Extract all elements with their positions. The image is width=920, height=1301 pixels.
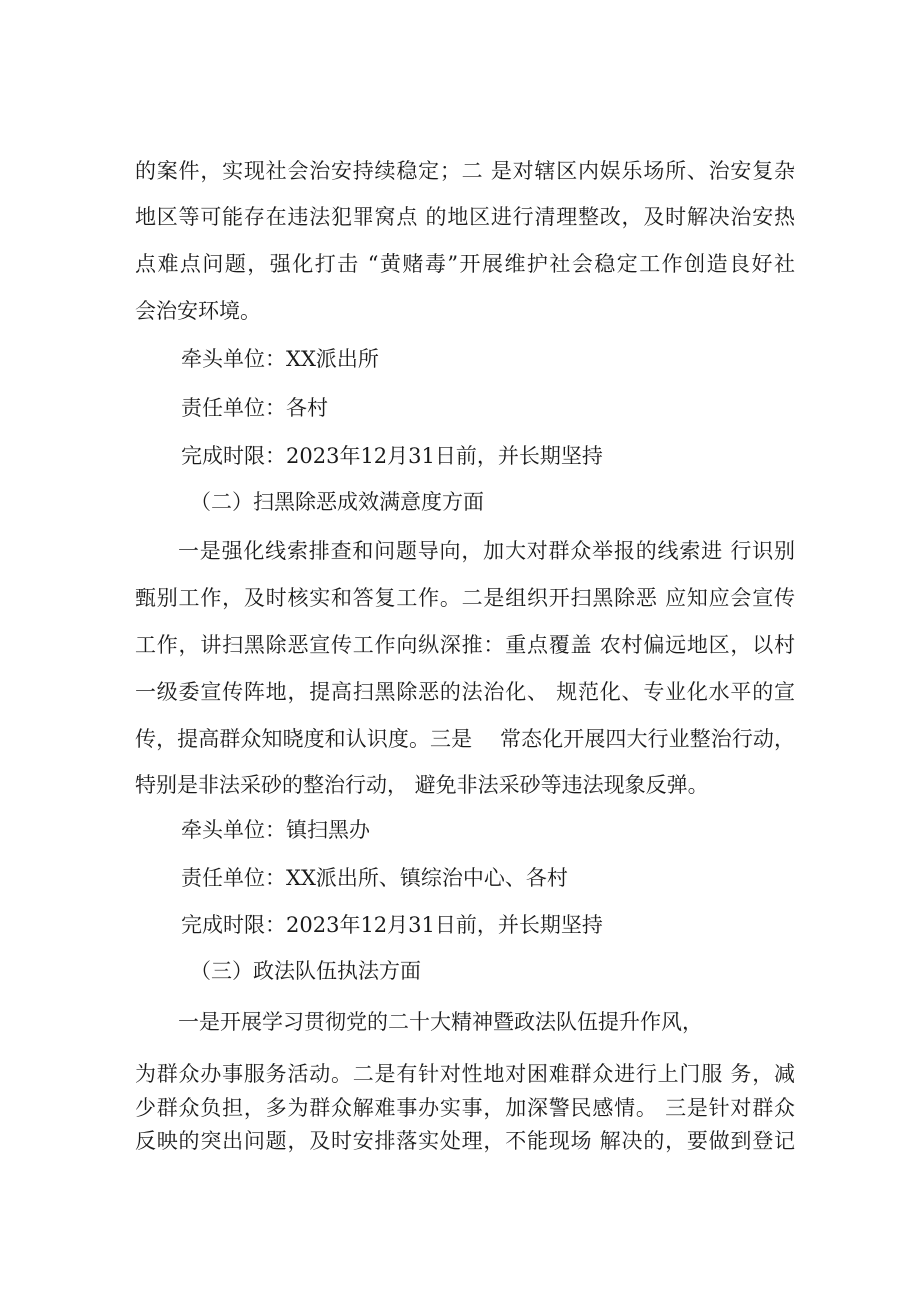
paragraph-line: 反映的突出问题，及时安排落实处理，不能现场 解决的，要做到登记 xyxy=(135,1129,795,1153)
paragraph-line: 甄别工作，及时核实和答复工作。二是组织开扫黑除恶 应知应会宣传 xyxy=(135,586,795,610)
lead-unit: 牵头单位：XX派出所 xyxy=(181,347,379,371)
paragraph-line: 一级委宣传阵地，提高扫黑除恶的法治化、 规范化、专业化水平的宣 xyxy=(135,680,795,704)
paragraph-line: 为群众办事服务活动。二是有针对性地对困难群众进行上门服 务，减 xyxy=(135,1062,795,1086)
paragraph-line: 一是开展学习贯彻党的二十大精神暨政法队伍提升作风， xyxy=(178,1010,703,1034)
paragraph-line: 传，提高群众知晓度和认识度。三是 常态化开展四大行业整治行动， xyxy=(135,727,795,751)
lead-unit: 牵头单位：镇扫黑办 xyxy=(181,818,370,842)
paragraph-line: 少群众负担，多为群众解难事办实事，加深警民感情。 三是针对群众 xyxy=(135,1096,795,1120)
paragraph-line: 会治安环境。 xyxy=(135,299,261,323)
deadline: 完成时限：2023年12月31日前，并长期坚持 xyxy=(181,913,603,937)
paragraph-line: 点难点问题，强化打击 “黄赌毒”开展维护社会稳定工作创造良好社 xyxy=(135,252,795,276)
section-heading: （三）政法队伍执法方面 xyxy=(190,959,421,983)
paragraph-line: 工作，讲扫黑除恶宣传工作向纵深推：重点覆盖 农村偏远地区，以村 xyxy=(135,633,795,657)
paragraph-line: 的案件，实现社会治安持续稳定；二 是对辖区内娱乐场所、治安复杂 xyxy=(135,159,795,183)
responsible-unit: 责任单位：XX派出所、镇综治中心、各村 xyxy=(181,866,568,890)
paragraph-line: 特别是非法采砂的整治行动， 避免非法采砂等违法现象反弹。 xyxy=(135,773,709,797)
deadline: 完成时限：2023年12月31日前，并长期坚持 xyxy=(181,444,603,468)
section-heading: （二）扫黑除恶成效满意度方面 xyxy=(190,490,484,514)
responsible-unit: 责任单位：各村 xyxy=(181,396,328,420)
paragraph-line: 一是强化线索排查和问题导向，加大对群众举报的线索进 行识别 xyxy=(178,539,795,563)
paragraph-line: 地区等可能存在违法犯罪窝点 的地区进行清理整改，及时解决治安热 xyxy=(135,205,795,229)
